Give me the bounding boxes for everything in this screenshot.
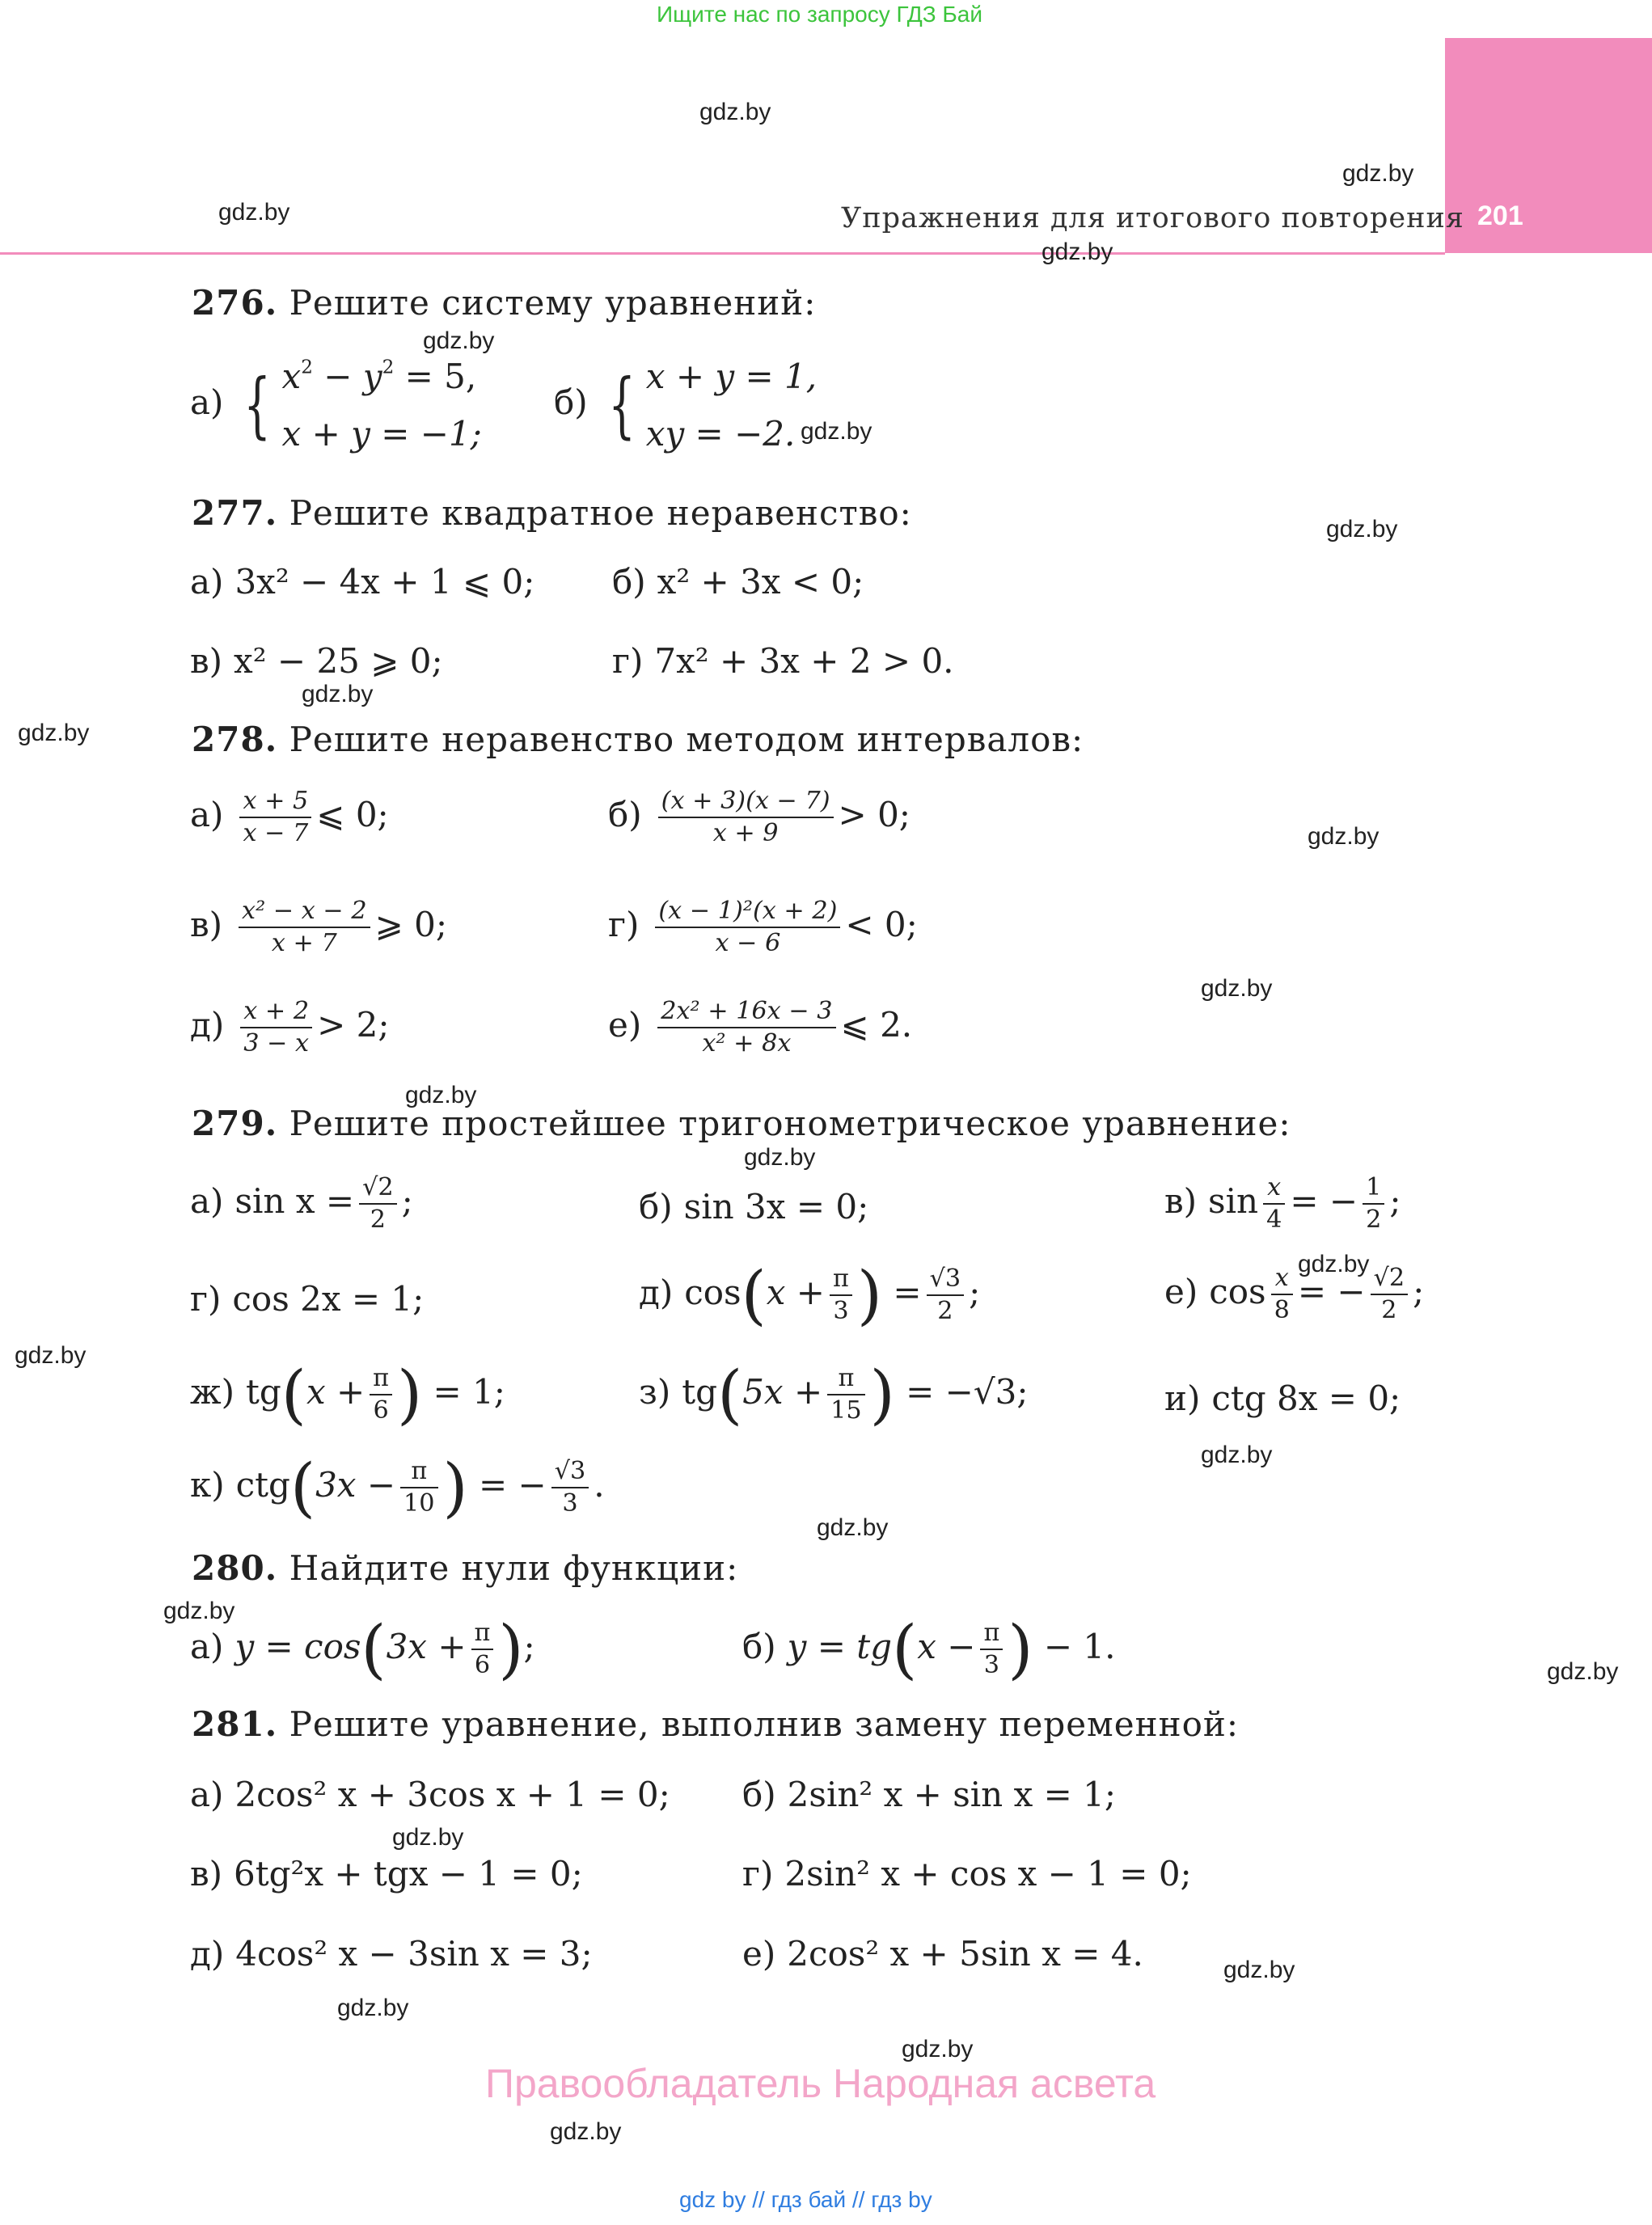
denominator: 15	[830, 1395, 862, 1425]
equation: xy = −2.	[645, 414, 796, 454]
denominator: 4	[1266, 1205, 1282, 1234]
exercise-title: Найдите нули функции:	[289, 1548, 739, 1588]
watermark: gdz.by	[218, 199, 290, 226]
item-label: б)	[742, 1775, 776, 1814]
watermark: gdz.by	[1201, 975, 1273, 1002]
fraction	[1363, 1172, 1384, 1235]
denominator: 2	[937, 1296, 953, 1325]
ex277-d	[612, 641, 954, 681]
paren-open: (	[361, 1611, 387, 1687]
item-label: б)	[612, 562, 646, 602]
brace: {	[607, 363, 636, 447]
numerator: (x − 1)²(x + 2)	[655, 896, 840, 928]
header-rule	[0, 252, 1445, 255]
equation-rhs: = 5,	[404, 357, 477, 396]
expression: y = tg	[787, 1626, 893, 1666]
expression: cos 2x = 1;	[232, 1279, 425, 1319]
expression: 2sin² x + sin x = 1;	[787, 1775, 1117, 1814]
exercise-number: 276.	[192, 283, 278, 323]
denominator: x − 6	[715, 928, 781, 957]
fraction	[239, 786, 311, 849]
ex279-c	[1164, 1172, 1401, 1235]
watermark: gdz.by	[1342, 160, 1414, 187]
equation-system	[646, 348, 817, 463]
watermark: gdz.by	[337, 1995, 409, 2021]
numerator: π	[400, 1456, 437, 1488]
item-label: е)	[1164, 1271, 1198, 1311]
ex277-c	[190, 641, 443, 681]
expression: 5x +	[742, 1371, 823, 1412]
watermark: gdz.by	[1298, 1251, 1370, 1277]
paren-close: )	[856, 1257, 883, 1332]
ex279-f	[1164, 1263, 1424, 1326]
item-label: г)	[742, 1854, 774, 1894]
relation: = 1;	[433, 1371, 505, 1412]
watermark: gdz.by	[817, 1514, 889, 1541]
punctuation: ;	[1389, 1180, 1401, 1221]
paren-open: (	[717, 1357, 743, 1432]
fraction	[239, 896, 370, 959]
expression: 6tg²x + tgx − 1 = 0;	[234, 1854, 583, 1894]
expression: tg	[682, 1371, 718, 1412]
expression: x² + 3x < 0;	[657, 562, 864, 602]
expression: cos	[1209, 1271, 1266, 1311]
numerator: π	[827, 1363, 864, 1395]
exercise-title: Решите простейшее тригонометрическое уравнение:	[289, 1104, 1291, 1143]
watermark: gdz.by	[423, 327, 495, 354]
expression: sin x =	[234, 1180, 355, 1221]
denominator: 2	[1366, 1205, 1382, 1234]
ex278-a	[190, 786, 389, 849]
relation: = −√3;	[906, 1371, 1029, 1412]
relation: ⩽ 2.	[840, 1004, 913, 1045]
item-label: а)	[190, 1180, 224, 1221]
fraction	[359, 1172, 397, 1235]
numerator: π	[471, 1618, 494, 1650]
expression: cos	[684, 1272, 741, 1312]
exercise-number: 281.	[192, 1704, 278, 1744]
item-label: а)	[190, 1775, 224, 1814]
watermark: gdz.by	[744, 1144, 816, 1171]
relation: ⩽ 0;	[316, 794, 389, 834]
ex279-a	[190, 1172, 413, 1235]
denominator: 2	[1381, 1295, 1397, 1324]
ex280-a	[190, 1611, 535, 1687]
exercise-number: 277.	[192, 493, 278, 533]
numerator: π	[830, 1264, 852, 1296]
exercise-277-heading	[192, 493, 912, 533]
ex279-h	[639, 1357, 1029, 1432]
item-label: б)	[608, 794, 642, 834]
ex276-a	[190, 348, 482, 463]
expression: 7x² + 3x + 2 > 0.	[654, 641, 954, 681]
item-label: в)	[190, 1854, 223, 1894]
denominator: 3	[983, 1650, 999, 1679]
denominator: 3	[833, 1296, 849, 1325]
ex279-d	[190, 1279, 424, 1319]
expression: x +	[306, 1371, 365, 1412]
item-label: е)	[608, 1004, 642, 1045]
fraction	[370, 1363, 392, 1426]
expression: ctg	[235, 1464, 290, 1505]
item-label: б)	[554, 382, 588, 423]
relation: ⩾ 0;	[374, 904, 448, 944]
watermark: gdz.by	[15, 1342, 87, 1369]
watermark: gdz.by	[18, 720, 90, 746]
numerator: π	[370, 1363, 392, 1395]
fraction	[658, 786, 834, 849]
item-label: д)	[190, 1934, 225, 1974]
ex277-b	[612, 562, 864, 602]
ex278-f	[608, 996, 912, 1059]
expression: 3x +	[386, 1626, 467, 1666]
item-label: в)	[1164, 1180, 1198, 1221]
item-label: з)	[639, 1371, 671, 1412]
exercise-276-heading	[192, 283, 816, 323]
fraction	[240, 996, 312, 1059]
ex281-e	[190, 1934, 593, 1974]
relation: = −	[1290, 1180, 1358, 1221]
watermark: gdz.by	[1223, 1957, 1295, 1983]
fraction	[830, 1264, 852, 1327]
numerator: x + 2	[240, 996, 312, 1028]
equation-system: $x^2 - y^2 = 5$, x + y = −1;	[281, 357, 482, 454]
fraction	[655, 896, 840, 959]
ex278-b	[608, 786, 911, 849]
denominator: x − 7	[243, 818, 309, 847]
expression: 4cos² x − 3sin x = 3;	[235, 1934, 593, 1974]
exercise-281-heading	[192, 1704, 1239, 1744]
ex281-d	[742, 1854, 1192, 1894]
exercise-279-heading	[192, 1104, 1291, 1143]
ex279-i	[1164, 1378, 1401, 1418]
item-label: в)	[190, 641, 223, 681]
numerator: (x + 3)(x − 7)	[658, 786, 834, 818]
brace: {	[243, 363, 272, 447]
item-label: ж)	[190, 1371, 235, 1412]
paren-close: )	[442, 1450, 468, 1525]
ex279-g	[190, 1357, 505, 1432]
relation: < 0;	[845, 904, 918, 944]
punctuation: .	[594, 1464, 605, 1505]
watermark: gdz.by	[392, 1824, 464, 1851]
item-label: а)	[190, 562, 224, 602]
ex279-b	[639, 1187, 868, 1226]
equation: x + y = 1,	[645, 357, 818, 396]
exercise-title: Решите систему уравнений:	[289, 283, 817, 323]
numerator: √3	[927, 1264, 965, 1296]
fraction	[1371, 1263, 1409, 1326]
watermark: gdz.by	[550, 2118, 622, 2145]
paren-close: )	[869, 1357, 895, 1432]
ex281-c	[190, 1854, 583, 1894]
numerator: 1	[1363, 1172, 1384, 1205]
punctuation: ;	[523, 1626, 535, 1666]
expression: 3x² − 4x + 1 ⩽ 0;	[234, 562, 535, 602]
numerator: √3	[551, 1456, 589, 1488]
item-label: а)	[190, 382, 224, 423]
exercise-title: Решите квадратное неравенство:	[289, 493, 912, 533]
fraction	[1263, 1172, 1285, 1235]
expression: tg	[246, 1371, 281, 1412]
expression: x −	[917, 1626, 976, 1666]
numerator: x + 5	[239, 786, 311, 818]
watermark: gdz.by	[302, 681, 374, 707]
relation: > 2;	[317, 1004, 390, 1045]
fraction	[927, 1264, 965, 1327]
paren-close: )	[397, 1357, 423, 1432]
exercise-title: Решите неравенство методом интервалов:	[289, 720, 1084, 759]
numerator: x	[1263, 1172, 1285, 1205]
fraction	[551, 1456, 589, 1519]
numerator: 2x² + 16x − 3	[657, 996, 835, 1028]
numerator: x² − x − 2	[239, 896, 370, 928]
denominator: 6	[373, 1395, 389, 1425]
punctuation: ;	[1413, 1271, 1425, 1311]
watermark: gdz.by	[1201, 1442, 1273, 1468]
item-label: д)	[639, 1272, 674, 1312]
ex281-a	[190, 1775, 670, 1814]
watermark: gdz.by	[1041, 239, 1113, 265]
top-search-banner[interactable]: Ищите нас по запросу ГДЗ Бай	[657, 2, 983, 27]
item-label: б)	[742, 1626, 776, 1666]
fraction	[827, 1363, 864, 1426]
bottom-links[interactable]: gdz by // гдз бай // гдз by	[679, 2187, 932, 2212]
fraction	[471, 1618, 494, 1681]
ex279-e	[639, 1257, 981, 1332]
ex281-f	[742, 1934, 1143, 1974]
item-label: а)	[190, 1626, 224, 1666]
fraction	[657, 996, 835, 1059]
item-label: г)	[608, 904, 640, 944]
relation: = −	[1297, 1271, 1366, 1311]
watermark: gdz.by	[405, 1082, 477, 1108]
denominator: x + 7	[271, 928, 337, 957]
numerator: π	[980, 1618, 1003, 1650]
item-label: к)	[190, 1464, 225, 1505]
page-corner-tab	[1445, 38, 1652, 253]
relation: =	[893, 1272, 922, 1312]
expression: − 1.	[1043, 1626, 1116, 1666]
denominator: x² + 8x	[702, 1028, 792, 1058]
fraction	[400, 1456, 437, 1519]
expression: y = cos	[234, 1626, 361, 1666]
exercise-280-heading	[192, 1548, 738, 1588]
expression: 3x −	[315, 1464, 396, 1505]
relation: > 0;	[838, 794, 911, 834]
item-label: в)	[190, 904, 223, 944]
denominator: 8	[1274, 1295, 1290, 1324]
ex278-e	[190, 996, 390, 1059]
punctuation: ;	[401, 1180, 413, 1221]
fraction	[1271, 1263, 1293, 1326]
exercise-number: 279.	[192, 1104, 278, 1143]
paren-open: (	[289, 1450, 316, 1525]
exercise-title: Решите уравнение, выполнив замену переменной:	[289, 1704, 1240, 1744]
punctuation: ;	[969, 1272, 981, 1312]
exercise-278-heading	[192, 720, 1084, 759]
item-label: г)	[190, 1279, 222, 1319]
watermark: gdz.by	[699, 99, 771, 125]
relation: = −	[479, 1464, 547, 1505]
expression: 2cos² x + 5sin x = 4.	[787, 1934, 1143, 1974]
watermark: gdz.by	[1547, 1658, 1619, 1685]
watermark: gdz.by	[801, 418, 872, 445]
numerator: x	[1271, 1263, 1293, 1295]
numerator: √2	[359, 1172, 397, 1205]
exercise-number: 280.	[192, 1548, 278, 1588]
denominator: x + 9	[712, 818, 779, 847]
ex279-k	[190, 1450, 605, 1525]
expression: x +	[766, 1272, 825, 1312]
item-label: и)	[1164, 1378, 1201, 1418]
watermark: gdz.by	[1308, 823, 1379, 850]
item-label: а)	[190, 794, 224, 834]
denominator: 10	[403, 1488, 435, 1518]
watermark: gdz.by	[1326, 516, 1398, 543]
ex278-c	[190, 896, 447, 959]
equation: x + y = −1;	[281, 414, 482, 454]
paren-open: (	[281, 1357, 306, 1432]
denominator: 2	[370, 1205, 386, 1234]
paren-open: (	[741, 1257, 767, 1332]
numerator: √2	[1371, 1263, 1409, 1295]
ex277-a	[190, 562, 534, 602]
item-label: д)	[190, 1004, 225, 1045]
expression: sin 3x = 0;	[683, 1187, 869, 1226]
paren-close: )	[498, 1611, 524, 1687]
item-label: е)	[742, 1934, 776, 1974]
expression: 2sin² x + cos x − 1 = 0;	[784, 1854, 1192, 1894]
expression: 2cos² x + 3cos x + 1 = 0;	[234, 1775, 670, 1814]
ex281-b	[742, 1775, 1116, 1814]
denominator: 6	[474, 1650, 491, 1679]
watermark: gdz.by	[902, 2036, 974, 2062]
page-number: 201	[1477, 201, 1523, 231]
ex278-d	[608, 896, 918, 959]
expression: x² − 25 ⩾ 0;	[234, 641, 443, 681]
expression: sin	[1208, 1180, 1259, 1221]
expression: ctg 8x = 0;	[1211, 1378, 1401, 1418]
denominator: 3	[562, 1488, 578, 1518]
denominator: 3 − x	[243, 1028, 310, 1058]
item-label: г)	[612, 641, 644, 681]
paren-open: (	[892, 1611, 918, 1687]
watermark: gdz.by	[163, 1598, 235, 1624]
ex280-b	[742, 1611, 1116, 1687]
exercise-number: 278.	[192, 720, 278, 759]
running-head: Упражнения для итогового повторения	[841, 202, 1464, 234]
item-label: б)	[639, 1187, 673, 1226]
copyright-note: Правообладатель Народная асвета	[485, 2061, 1156, 2106]
fraction	[980, 1618, 1003, 1681]
ex276-b	[554, 348, 817, 463]
paren-close: )	[1008, 1611, 1033, 1687]
